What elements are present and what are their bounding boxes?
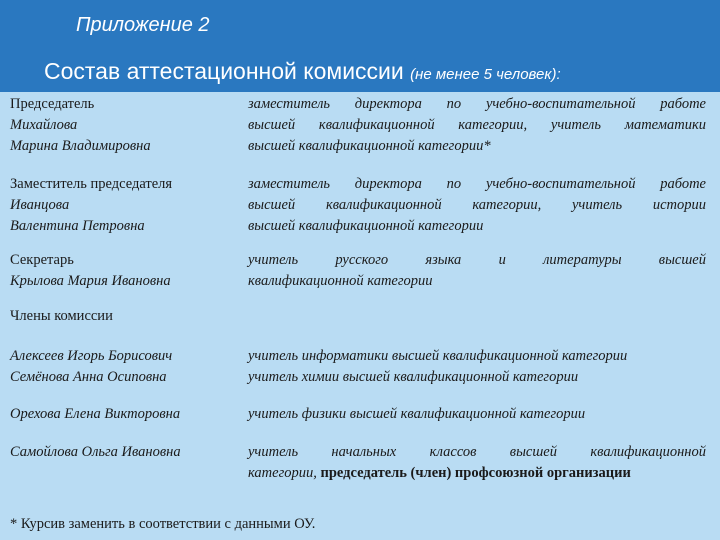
chairman-desc-line3: высшей квалификационной категории*: [248, 138, 491, 154]
secretary-desc-line2: квалификационной категории: [248, 273, 433, 289]
member-desc-line1: учитель начальных классов высшей квалификационной: [248, 444, 706, 460]
members-label: Члены комиссии: [10, 308, 113, 324]
secretary-role: Секретарь: [10, 252, 74, 268]
chairman-role: Председатель: [10, 96, 95, 112]
secretary-name: Крылова Мария Ивановна: [10, 273, 171, 289]
vice-chairman-name-line2: Валентина Петровна: [10, 218, 145, 234]
vice-chairman-role: Заместитель председателя: [10, 176, 173, 192]
chairman-name-line2: Марина Владимировна: [10, 138, 151, 154]
member-desc-line2-italic: категории,: [248, 465, 321, 481]
secretary-desc-line1: учитель русского языка и литературы высшей: [248, 252, 706, 268]
vice-chairman-description: [248, 174, 706, 237]
vice-chairman-desc-line3: высшей квалификационной категории: [248, 218, 484, 234]
member-description: [248, 442, 706, 484]
secretary-person: [10, 250, 235, 292]
member-name: Семёнова Анна Осиповна: [10, 369, 167, 385]
member-description: учитель информатики высшей квалификационной категории: [248, 348, 628, 364]
vice-chairman-desc-line2: высшей квалификационной категории, учитель истории: [248, 197, 706, 213]
member-name: Самойлова Ольга Ивановна: [10, 444, 181, 460]
slide-title: [44, 58, 561, 85]
member-description: учитель химии высшей квалификационной категории: [248, 369, 579, 385]
slide-header: [0, 0, 720, 92]
member-name: Орехова Елена Викторовна: [10, 406, 181, 422]
title-main: Состав аттестационной комиссии: [44, 58, 404, 84]
member-desc-line2: [248, 463, 706, 484]
member-description: учитель физики высшей квалификационной категории: [248, 406, 586, 422]
secretary-description: [248, 250, 706, 292]
vice-chairman-person: [10, 174, 235, 237]
vice-chairman-desc-line1: заместитель директора по учебно-воспитательной работе: [248, 176, 706, 192]
appendix-label: Приложение 2: [76, 14, 210, 36]
vice-chairman-name-line1: Иванцова: [10, 197, 70, 213]
title-subtitle: (не менее 5 человек):: [410, 66, 561, 83]
commission-list: [0, 92, 720, 540]
chairman-description: [248, 94, 706, 157]
chairman-desc-line1: заместитель директора по учебно-воспитательной работе: [248, 96, 706, 112]
chairman-person: [10, 94, 235, 157]
member-name: Алексеев Игорь Борисович: [10, 348, 173, 364]
chairman-desc-line2: высшей квалификационной категории, учитель математики: [248, 117, 706, 133]
member-desc-line2-bold: председатель (член) профсоюзной организации: [320, 465, 631, 481]
chairman-name-line1: Михайлова: [10, 117, 78, 133]
footnote: * Курсив заменить в соответствии с данными ОУ.: [10, 516, 316, 532]
